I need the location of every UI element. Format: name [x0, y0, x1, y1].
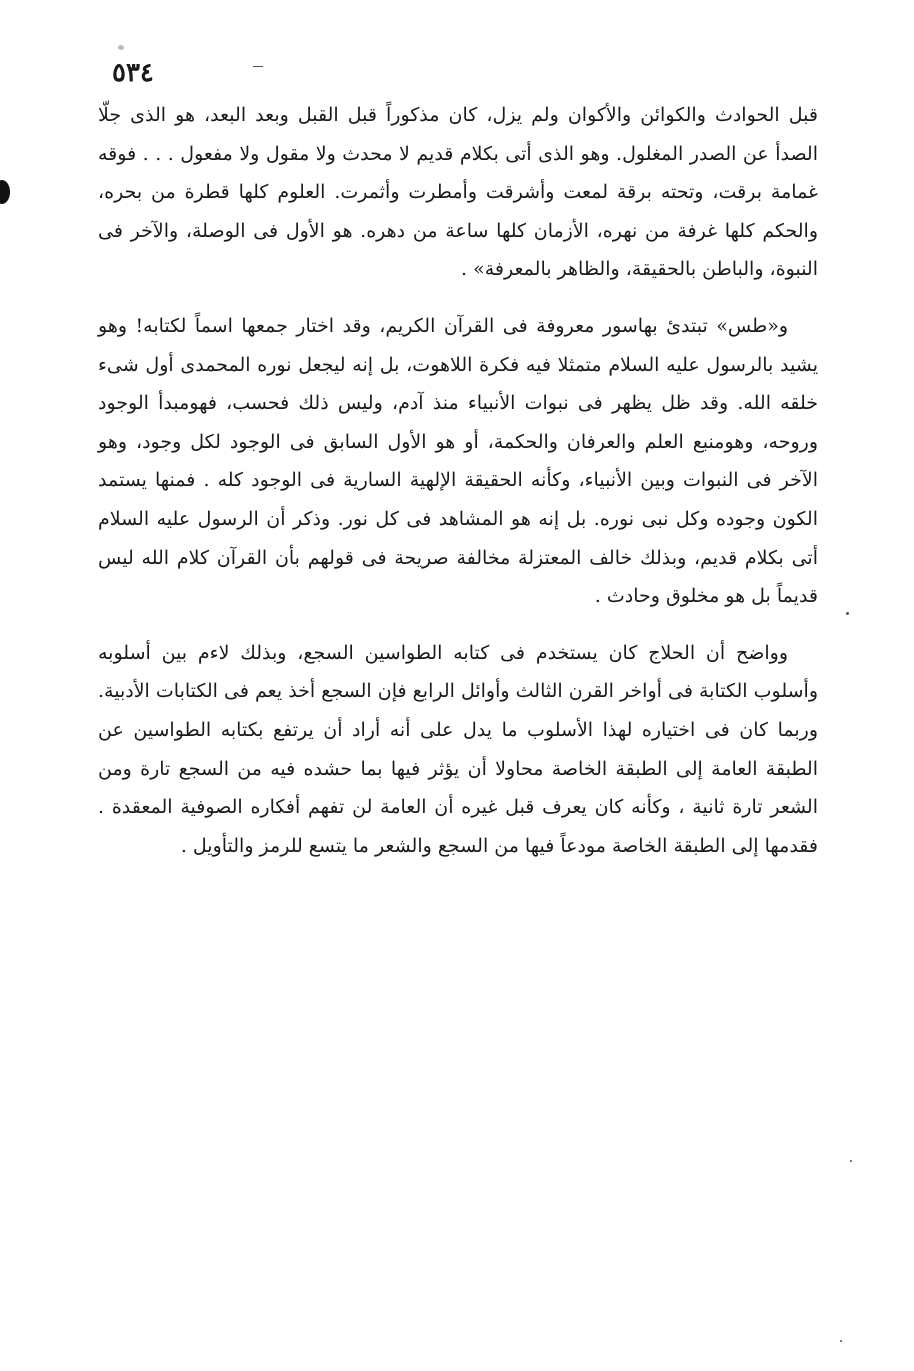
body-text — [98, 96, 818, 865]
ink-speck — [850, 1160, 852, 1162]
binding-hole-mark — [0, 180, 10, 204]
ink-speck — [253, 66, 263, 67]
paragraph-2: و«طس» تبتدئ بهاسور معروفة فى القرآن الكريم، وقد اختار جمعها اسماً لكتابه! وهو يشيد بالرسول عليه السلام متمثلا فيه فكرة اللاهوت، بل إنه ليجعل نوره المحمدى أول شىء خلقه الله. وقد ظل يظهر فى نبوات الأنبياء منذ آدم، وليس ذلك فحسب، فهومبدأ الوجود وروحه، وهومنبع العلم والعرفان والحكمة، أو هو الأول السابق فى الوجود لكل وجود، وهو الآخر فى النبوات وبين الأنبياء، وكأنه الحقيقة الإلهية السارية فى الوجود كله . فمنها يستمد الكون وجوده وكل نبى نوره. بل إنه هو المشاهد فى كل نور. وذكر أن الرسول عليه السلام أتى بكلام قديم، وبذلك خالف المعتزلة مخالفة صريحة فى قولهم بأن القرآن كلام الله ليس قديماً بل هو مخلوق وحادث . — [98, 314, 818, 608]
ink-speck — [846, 612, 849, 615]
page-number: ٥٣٤ — [112, 58, 154, 88]
ink-speck — [840, 1340, 842, 1342]
ink-speck — [118, 45, 124, 50]
paragraph-3: وواضح أن الحلاج كان يستخدم فى كتابه الطواسين السجع، وبذلك لاءم بين أسلوبه وأسلوب الكتابة فى أواخر القرن الثالث وأوائل الرابع فإن السجع أخذ يعم فى الكتابات الأدبية. وربما كان فى اختياره لهذا الأسلوب ما يدل على أنه أراد أن يرتفع بكتابه الطواسين عن الطبقة العامة إلى الطبقة الخاصة محاولا أن يؤثر فيها بما حشده فيه من السجع تارة ومن الشعر تارة ثانية ، وكأنه كان يعرف قبل غيره أن العامة لن تفهم أفكاره الصوفية المعقدة . فقدمها إلى الطبقة الخاصة مودعاً فيها من السجع والشعر ما يتسع للرمز والتأويل . — [98, 641, 818, 857]
paragraph-1: قبل الحوادث والكوائن والأكوان ولم يزل، كان مذكوراً قبل القبل وبعد البعد، هو الذى جلّا الصدأ عن الصدر المغلول. وهو الذى أتى بكلام قديم لا محدث ولا مقول ولا مفعول . . . فوقه غمامة برقت، وتحته برقة لمعت وأشرقت وأمطرت وأثمرت. العلوم كلها قطرة من بحره، والحكم كلها غرفة من نهره، الأزمان كلها ساعة من دهره. هو الأول فى الوصلة، والآخر فى النبوة، والباطن بالحقيقة، والظاهر بالمعرفة» . — [98, 104, 818, 281]
